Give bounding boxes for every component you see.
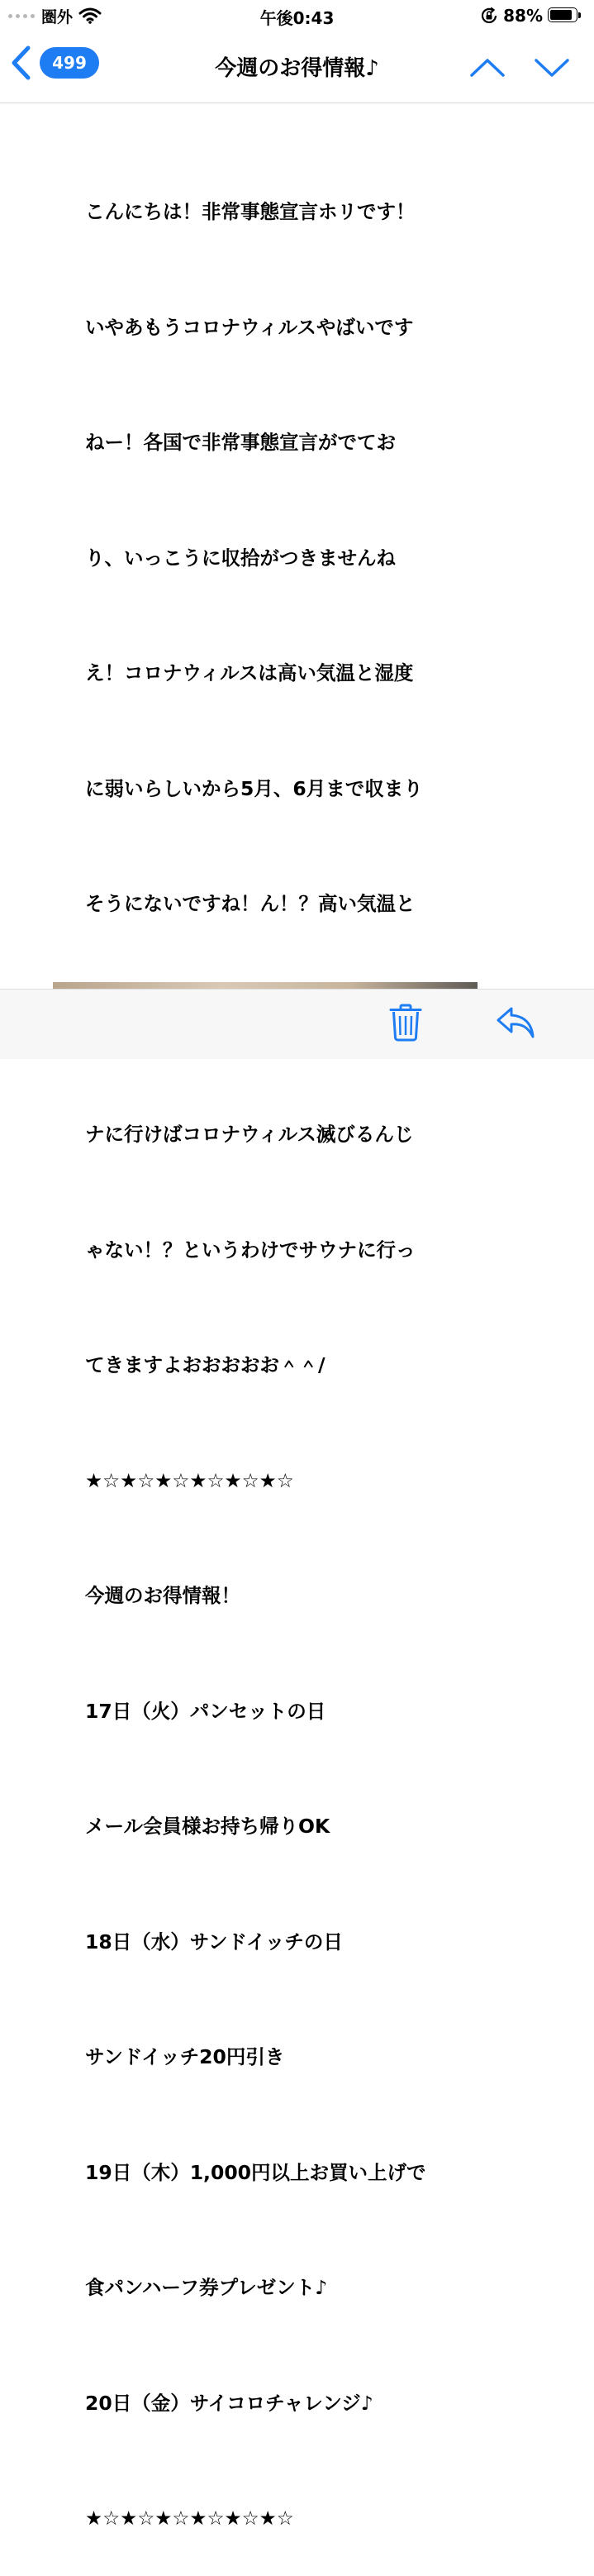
message-body bbox=[85, 116, 498, 2576]
body-line: いやあもうコロナウィルスやばいです bbox=[85, 315, 414, 339]
orientation-lock-icon bbox=[480, 7, 498, 25]
body-line: 今週のお得情報！ bbox=[85, 1584, 240, 1607]
navigation-bar bbox=[0, 33, 594, 103]
unread-count-badge: 499 bbox=[40, 47, 99, 79]
carrier-label: 圏外 bbox=[41, 7, 74, 26]
bottom-toolbar bbox=[0, 989, 594, 1059]
reply-icon bbox=[495, 1005, 536, 1040]
back-button[interactable] bbox=[10, 45, 99, 81]
trash-icon bbox=[389, 1004, 422, 1042]
battery-level-fill bbox=[550, 10, 572, 20]
chevron-up-icon bbox=[469, 57, 506, 79]
previous-message-button[interactable] bbox=[468, 51, 507, 84]
body-line: 20日（金）サイコロチャレンジ♪ bbox=[85, 2391, 373, 2415]
status-right bbox=[480, 5, 582, 26]
body-line: 17日（火）パンセットの日 bbox=[85, 1699, 326, 1723]
body-line: てきますよおおおおお＾＾/ bbox=[85, 1353, 326, 1376]
message-subject-title: 今週のお得情報♪ bbox=[215, 56, 379, 81]
battery-percent: 88% bbox=[503, 6, 543, 26]
body-line: ねー！各国で非常事態宣言がでてお bbox=[85, 431, 396, 454]
body-line: 食パンハーフ券プレゼント♪ bbox=[85, 2276, 328, 2299]
body-line: こんにちは！非常事態宣言ホリです！ bbox=[85, 200, 416, 223]
body-line: サンドイッチ20円引き bbox=[85, 2045, 285, 2068]
star-divider: ★☆★☆★☆★☆★☆★☆ bbox=[85, 2507, 294, 2530]
body-line: そうにないですね！ん！？高い気温と bbox=[85, 892, 416, 915]
delete-button[interactable] bbox=[384, 1001, 427, 1044]
battery-icon bbox=[548, 7, 582, 24]
body-line: ゃない！？というわけでサウナに行っ bbox=[85, 1238, 416, 1262]
star-divider: ★☆★☆★☆★☆★☆★☆ bbox=[85, 1468, 294, 1492]
next-message-button[interactable] bbox=[532, 51, 572, 84]
body-line: 19日（木）1,000円以上お買い上げで bbox=[85, 2160, 426, 2184]
embedded-image bbox=[53, 982, 478, 989]
status-time: 午後0:43 bbox=[259, 8, 335, 28]
body-line: ナに行けばコロナウィルス滅びるんじ bbox=[85, 1123, 414, 1146]
chevron-left-icon bbox=[10, 45, 31, 81]
status-bar bbox=[0, 0, 594, 33]
body-line: 18日（水）サンドイッチの日 bbox=[85, 1930, 343, 1953]
body-line: メール会員様お持ち帰りOK bbox=[85, 1815, 330, 1838]
body-line: り、いっこうに収拾がつきませんね bbox=[85, 546, 396, 570]
chevron-down-icon bbox=[534, 57, 570, 79]
body-line: に弱いらしいから5月、6月まで収まり bbox=[85, 776, 423, 800]
reply-button[interactable] bbox=[494, 1001, 537, 1044]
body-line: え！コロナウィルスは高い気温と湿度 bbox=[85, 661, 414, 685]
